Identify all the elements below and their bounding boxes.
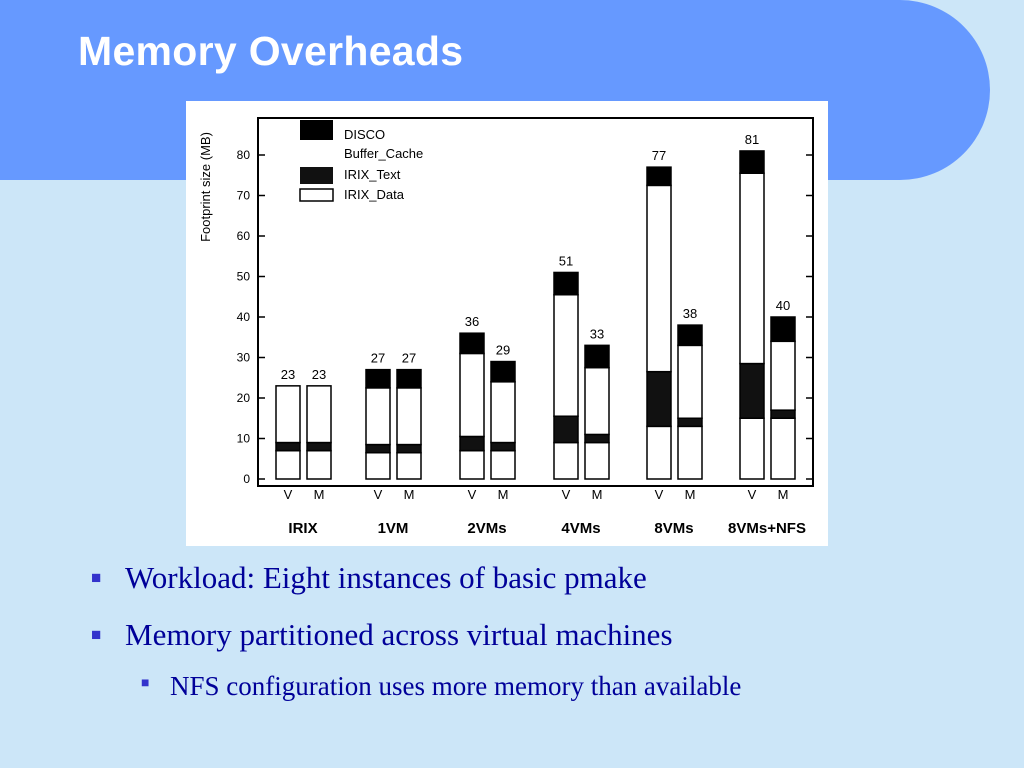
- slide-title: Memory Overheads: [78, 28, 464, 74]
- bar-segment-irix-text: [740, 364, 764, 419]
- bar-segment-disco: [491, 362, 515, 382]
- x-sub-label: M: [684, 487, 696, 502]
- bullet-list: [88, 558, 988, 704]
- bullet-text: Memory partitioned across virtual machines: [125, 617, 673, 652]
- legend-label: IRIX_Data: [344, 187, 404, 202]
- y-tick-label: 80: [236, 148, 250, 162]
- x-sub-label: V: [747, 487, 757, 502]
- bar-segment-buffer-cache: [647, 185, 671, 371]
- bar-segment-irix-data: [740, 418, 764, 479]
- bullet-text: Workload: Eight instances of basic pmake: [125, 560, 647, 595]
- bar-segment-irix-text: [397, 445, 421, 453]
- bar-segment-irix-data: [460, 451, 484, 479]
- bar-segment-buffer-cache: [491, 382, 515, 443]
- bar-segment-irix-text: [307, 443, 331, 451]
- bullet-item: [88, 615, 988, 655]
- bar-segment-buffer-cache: [397, 388, 421, 445]
- x-group-label: 1VM: [377, 520, 409, 537]
- y-tick-label: 70: [236, 188, 250, 203]
- bar-segment-irix-text: [647, 372, 671, 427]
- y-axis-label: Footprint size (MB): [198, 132, 213, 242]
- bar-segment-disco: [366, 370, 390, 388]
- legend-swatch: [300, 189, 333, 201]
- x-sub-label: M: [403, 487, 415, 502]
- bar-total-label: 81: [744, 131, 760, 147]
- bar-segment-buffer-cache: [771, 341, 795, 410]
- x-group-label: 2VMs: [467, 520, 507, 537]
- legend-swatch: [300, 167, 333, 184]
- x-group-label: 8VMs: [654, 520, 694, 537]
- bar-total-label: 27: [370, 350, 386, 366]
- x-sub-label: M: [313, 487, 325, 502]
- legend-label: IRIX_Text: [344, 167, 401, 182]
- bar-segment-buffer-cache: [366, 388, 390, 445]
- bar-total-label: 33: [589, 326, 605, 342]
- bar-segment-irix-text: [771, 410, 795, 418]
- bar-segment-buffer-cache: [307, 386, 331, 443]
- bar-segment-irix-text: [366, 445, 390, 453]
- bar-total-label: 23: [280, 366, 296, 382]
- chart-figure: [186, 101, 828, 546]
- x-sub-label: V: [467, 487, 477, 502]
- sub-bullet-marker-icon: ■: [141, 676, 150, 691]
- bar-segment-buffer-cache: [585, 368, 609, 435]
- bar-segment-irix-text: [460, 436, 484, 450]
- bar-segment-irix-data: [678, 426, 702, 479]
- x-sub-label: V: [373, 487, 383, 502]
- bar-segment-irix-text: [585, 434, 609, 442]
- x-sub-label: V: [283, 487, 293, 502]
- x-sub-label: M: [591, 487, 603, 502]
- x-sub-label: V: [654, 487, 664, 502]
- bar-segment-irix-data: [491, 451, 515, 479]
- x-sub-label: V: [561, 487, 571, 502]
- y-tick-label: 40: [236, 310, 250, 324]
- bar-segment-buffer-cache: [276, 386, 300, 443]
- sub-bullet-text: NFS configuration uses more memory than available: [170, 671, 742, 701]
- bar-total-label: 23: [311, 366, 327, 382]
- bar-segment-irix-data: [771, 418, 795, 479]
- bar-segment-buffer-cache: [460, 353, 484, 436]
- legend-label: DISCO: [344, 127, 386, 142]
- bar-total-label: 29: [495, 342, 511, 358]
- bar-segment-disco: [740, 151, 764, 173]
- bullet-marker-icon: ■: [91, 625, 102, 644]
- bar-segment-irix-text: [276, 443, 300, 451]
- y-tick-label: 30: [236, 350, 250, 365]
- bar-segment-irix-text: [491, 443, 515, 451]
- bullet-item: [88, 558, 988, 598]
- bar-segment-disco: [647, 167, 671, 185]
- bar-segment-irix-text: [554, 416, 578, 442]
- x-sub-label: M: [497, 487, 509, 502]
- bar-segment-disco: [678, 325, 702, 345]
- y-tick-label: 20: [236, 391, 250, 405]
- bar-segment-irix-data: [307, 451, 331, 479]
- bar-total-label: 40: [775, 298, 791, 313]
- bar-segment-buffer-cache: [740, 173, 764, 363]
- y-tick-label: 50: [236, 269, 250, 284]
- bar-segment-buffer-cache: [554, 295, 578, 417]
- bar-segment-irix-data: [276, 451, 300, 479]
- bar-segment-irix-data: [585, 443, 609, 479]
- bar-segment-disco: [585, 345, 609, 367]
- stacked-bar-chart: [186, 101, 828, 546]
- bar-total-label: 77: [651, 148, 667, 164]
- bar-total-label: 38: [682, 306, 698, 322]
- x-group-label: 4VMs: [561, 520, 601, 537]
- bar-segment-irix-data: [647, 426, 671, 479]
- bar-total-label: 36: [464, 314, 480, 330]
- plot-frame: [258, 118, 813, 486]
- bar-total-label: 27: [401, 350, 417, 366]
- bar-segment-irix-data: [366, 453, 390, 479]
- bar-segment-disco: [397, 370, 421, 388]
- bar-segment-buffer-cache: [678, 345, 702, 418]
- legend-label: Buffer_Cache: [344, 146, 424, 161]
- bar-segment-irix-data: [397, 453, 421, 479]
- bar-total-label: 51: [558, 253, 574, 269]
- bar-segment-disco: [554, 272, 578, 294]
- x-group-label: 8VMs+NFS: [728, 520, 806, 537]
- y-tick-label: 0: [243, 472, 250, 486]
- bar-segment-disco: [460, 333, 484, 353]
- sub-bullet-item: [133, 668, 988, 704]
- x-group-label: IRIX: [288, 520, 318, 537]
- legend-swatch: [300, 120, 333, 140]
- bar-segment-irix-data: [554, 443, 578, 479]
- bullet-marker-icon: ■: [91, 568, 102, 587]
- bar-segment-disco: [771, 317, 795, 341]
- y-tick-label: 60: [236, 229, 250, 243]
- x-sub-label: M: [777, 487, 789, 502]
- bar-segment-irix-text: [678, 418, 702, 426]
- y-tick-label: 10: [236, 431, 250, 446]
